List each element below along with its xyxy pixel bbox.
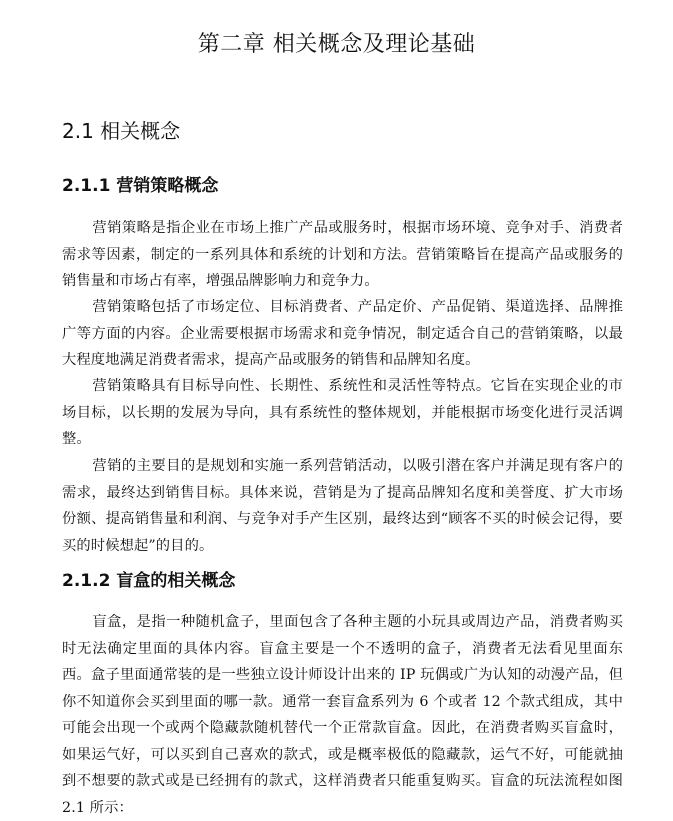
- subsection-title-blind-box: 2.1.2 盲盒的相关概念: [62, 571, 236, 591]
- chapter-title: 第二章 相关概念及理论基础: [197, 32, 476, 57]
- subsection-title-marketing-strategy: 2.1.1 营销策略概念: [62, 176, 219, 196]
- paragraph: [62, 373, 623, 453]
- paragraph: [62, 453, 623, 559]
- paragraph-text: 营销策略包括了市场定位、目标消费者、产品定价、产品促销、渠道选择、品牌推广等方面的内容。企业需要根据市场需求和竞争情况，制定适合自己的营销策略，以最大程度地满足消费者需求，提高产品或服务的销售和品牌知名度。: [62, 299, 623, 368]
- section-title: 2.1 相关概念: [62, 119, 181, 143]
- paragraph-text: 营销的主要目的是规划和实施一系列营销活动，以吸引潜在客户并满足现有客户的需求，最终达到销售目标。具体来说，营销是为了提高品牌知名度和美誉度、扩大市场份额、提高销售量和利润、与竞争对手产生区别，最终达到“顾客不买的时候会记得，要买的时候想起”的目的。: [62, 458, 623, 554]
- paragraph-text: 盲盒，是指一种随机盒子，里面包含了各种主题的小玩具或周边产品，消费者购买时无法确定里面的具体内容。盲盒主要是一个不透明的盒子，消费者无法看见里面东西。盒子里面通常装的是一些独立设计师设计出来的 IP 玩偶或广为认知的动漫产品，但你不知道你会买到里面的哪一款。通常一套盲盒系列为 6 个或者 12 个款式组成，其中可能会出现一个或两个隐藏款随机替代一个正常款盲盒。因此，在消费者购买盲盒时，如果运气好，可以买到自己喜欢的款式，或是概率极低的隐藏款，运气不好，可能就抽到不想要的款式或是已经拥有的款式，这样消费者只能重复购买。盲盒的玩法流程如图 2.1 所示：: [62, 614, 623, 816]
- paragraph-text: 营销策略是指企业在市场上推广产品或服务时，根据市场环境、竞争对手、消费者需求等因素，制定的一系列具体和系统的计划和方法。营销策略旨在提高产品或服务的销售量和市场占有率，增强品牌影响力和竞争力。: [62, 220, 623, 289]
- paragraph: [62, 215, 623, 295]
- paragraph: [62, 609, 623, 821]
- paragraph: [62, 294, 623, 374]
- paragraph-text: 营销策略具有目标导向性、长期性、系统性和灵活性等特点。它旨在实现企业的市场目标，以长期的发展为导向，具有系统性的整体规划，并能根据市场变化进行灵活调整。: [62, 378, 623, 447]
